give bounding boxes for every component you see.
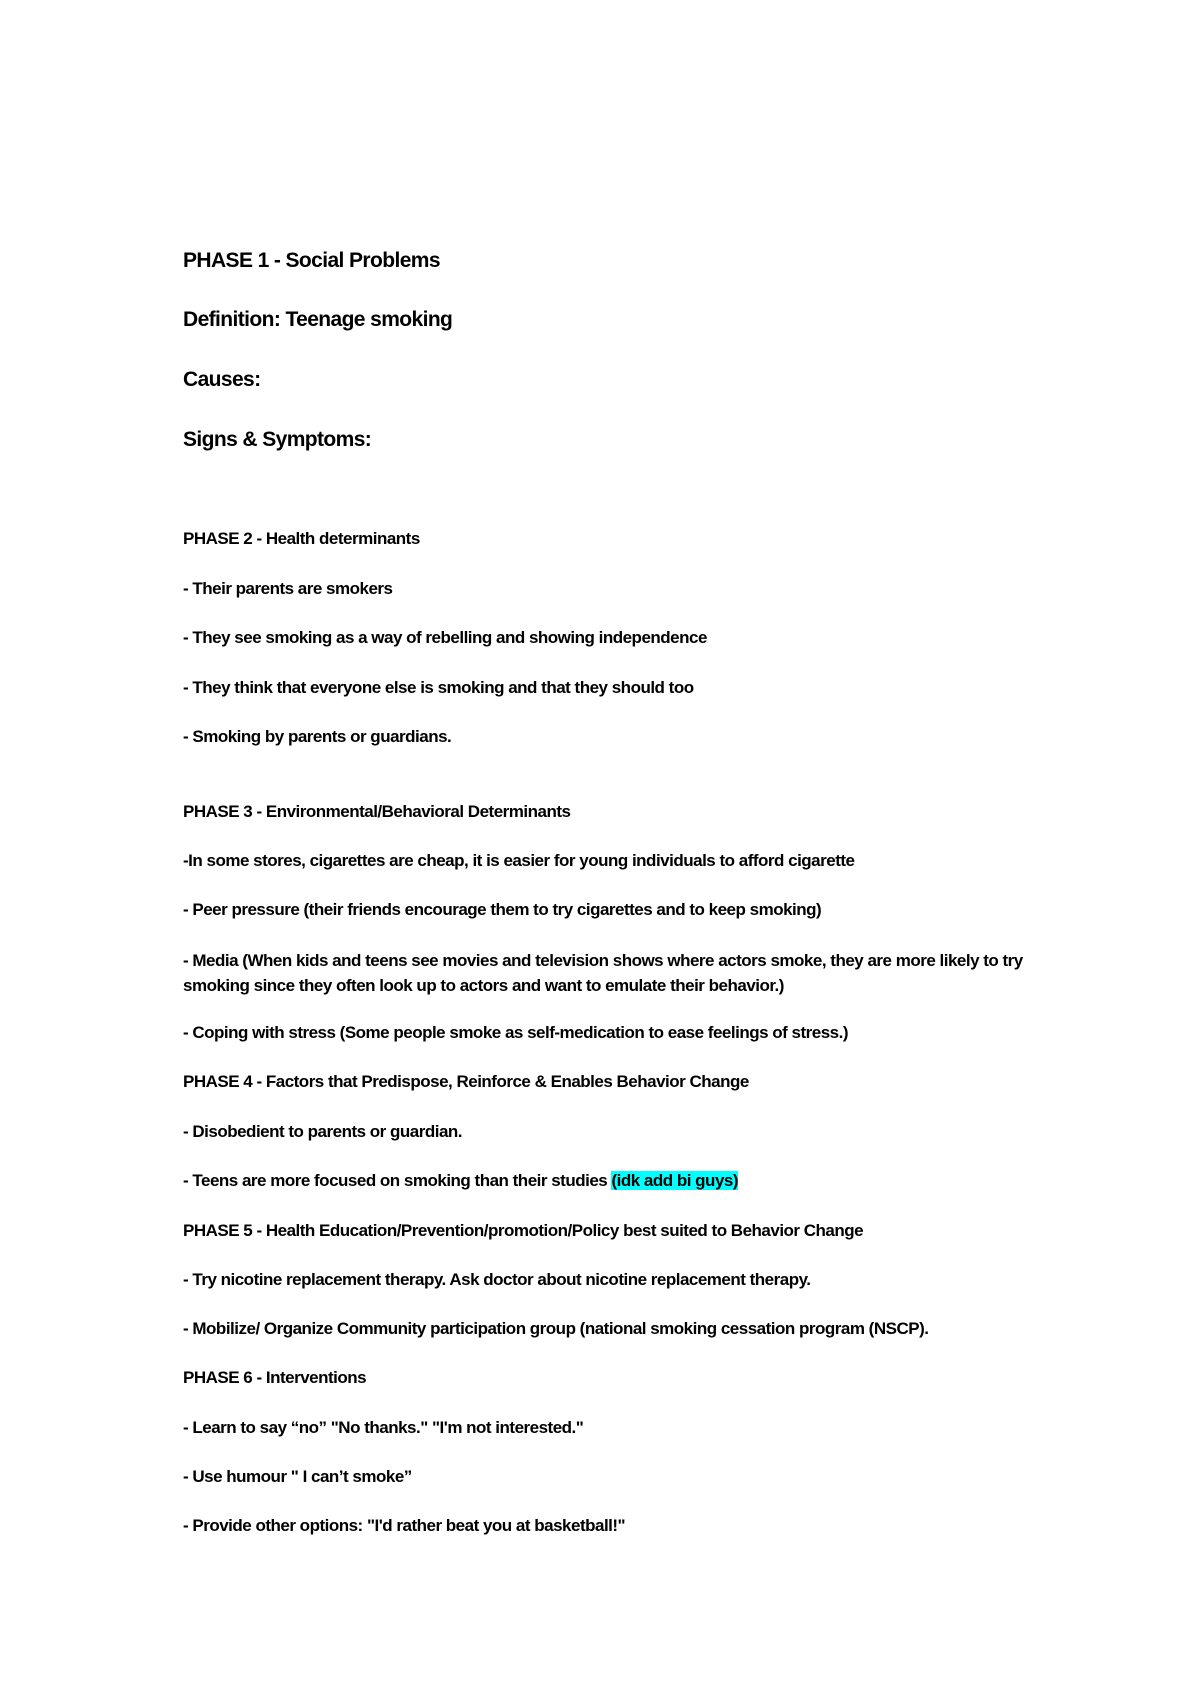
phase5-item: - Try nicotine replacement therapy. Ask doctor about nicotine replacement therapy. <box>183 1270 811 1289</box>
phase5-item: - Mobilize/ Organize Community participation group (national smoking cessation program (NSCP). <box>183 1319 929 1338</box>
phase4-item: - Disobedient to parents or guardian. <box>183 1122 463 1141</box>
highlighted-note: (idk add bi guys) <box>611 1171 739 1190</box>
phase1-signs: Signs & Symptoms: <box>183 428 372 451</box>
phase3-item: - Coping with stress (Some people smoke as self-medication to ease feelings of stress.) <box>183 1023 849 1042</box>
phase3-item: -In some stores, cigarettes are cheap, it is easier for young individuals to afford cigarette <box>183 851 855 870</box>
phase2-item: - They think that everyone else is smoking and that they should too <box>183 678 694 697</box>
phase3-item: - Peer pressure (their friends encourage them to try cigarettes and to keep smoking) <box>183 900 822 919</box>
phase4-item-text: - Teens are more focused on smoking than their studies <box>183 1171 612 1190</box>
phase4-item-highlighted <box>183 1171 1043 1191</box>
phase3-title: PHASE 3 - Environmental/Behavioral Determinants <box>183 802 571 821</box>
phase6-item: - Learn to say “no” "No thanks." "I'm not interested." <box>183 1418 584 1437</box>
phase4-title: PHASE 4 - Factors that Predispose, Reinforce & Enables Behavior Change <box>183 1072 749 1091</box>
phase1-definition: Definition: Teenage smoking <box>183 308 453 331</box>
phase2-item: - Smoking by parents or guardians. <box>183 727 452 746</box>
phase6-title: PHASE 6 - Interventions <box>183 1368 367 1387</box>
phase2-title: PHASE 2 - Health determinants <box>183 529 420 548</box>
phase2-item: - Their parents are smokers <box>183 579 393 598</box>
phase1-title: PHASE 1 - Social Problems <box>183 249 440 272</box>
phase3-item: - Media (When kids and teens see movies and television shows where actors smoke, they are more likely to try smoking since they often look up to actors and want to emulate their behavior.) <box>183 951 1023 995</box>
phase2-item: - They see smoking as a way of rebelling and showing independence <box>183 628 707 647</box>
phase6-item: - Use humour " I can’t smoke” <box>183 1467 412 1486</box>
phase6-item: - Provide other options: "I'd rather beat you at basketball!" <box>183 1516 626 1535</box>
phase5-title: PHASE 5 - Health Education/Prevention/promotion/Policy best suited to Behavior Change <box>183 1221 864 1240</box>
phase1-causes: Causes: <box>183 368 261 391</box>
